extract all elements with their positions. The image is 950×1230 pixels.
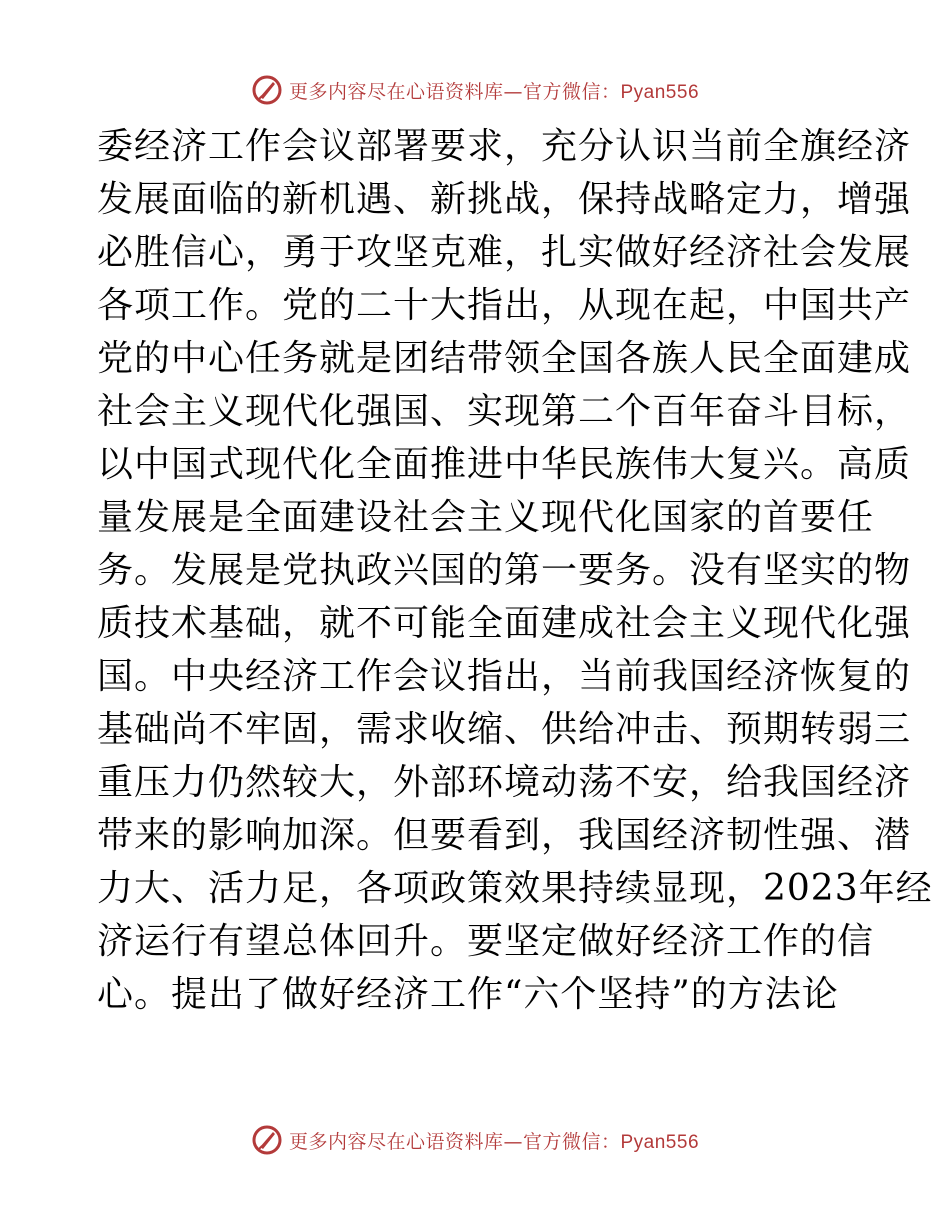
body-line-12: 基础尚不牢固，需求收缩、供给冲击、预期转弱三 [97,709,912,750]
header-wechat-label: 官方微信： [522,80,621,103]
footer-brand-text: 更多内容尽在心语资料库 [288,1130,504,1153]
header-brand-text: 更多内容尽在心语资料库 [288,80,504,103]
header-watermark [0,70,950,110]
body-line-6: 社会主义现代化强国、实现第二个百年奋斗目标， [97,391,912,432]
body-line-16: 济运行有望总体回升。要坚定做好经济工作的信 [97,921,875,962]
footer-watermark [0,1120,950,1160]
header-watermark-text [289,77,699,104]
quill-logo-icon [251,74,283,106]
body-line-14: 带来的影响加深。但要看到，我国经济韧性强、潜 [97,815,912,856]
body-line-11: 国。中央经济工作会议指出，当前我国经济恢复的 [97,656,912,697]
body-line-9: 务。发展是党执政兴国的第一要务。没有坚实的物 [97,550,912,591]
body-line-13: 重压力仍然较大，外部环境动荡不安，给我国经济 [97,762,912,803]
header-dash: — [503,80,523,103]
body-line-7: 以中国式现代化全面推进中华民族伟大复兴。高质 [97,444,912,485]
body-line-1: 委经济工作会议部署要求，充分认识当前全旗经济 [97,126,912,167]
body-line-15: 力大、活力足，各项政策效果持续显现，2023年经 [97,868,933,909]
body-line-17: 心。提出了做好经济工作“六个坚持”的方法论 [97,974,839,1015]
body-line-5: 党的中心任务就是团结带领全国各族人民全面建成 [97,338,912,379]
footer-dash: — [503,1130,523,1153]
body-line-3: 必胜信心，勇于攻坚克难，扎实做好经济社会发展 [97,232,912,273]
footer-wechat-id: Pyan556 [620,1131,700,1153]
footer-watermark-text [289,1127,699,1154]
document-body [97,120,933,1021]
body-line-8: 量发展是全面建设社会主义现代化国家的首要任 [97,497,875,538]
body-line-2: 发展面临的新机遇、新挑战，保持战略定力，增强 [97,179,912,220]
body-line-10: 质技术基础，就不可能全面建成社会主义现代化强 [97,603,912,644]
quill-logo-icon [251,1124,283,1156]
header-wechat-id: Pyan556 [620,81,700,103]
body-line-4: 各项工作。党的二十大指出，从现在起，中国共产 [97,285,912,326]
footer-wechat-label: 官方微信： [522,1130,621,1153]
